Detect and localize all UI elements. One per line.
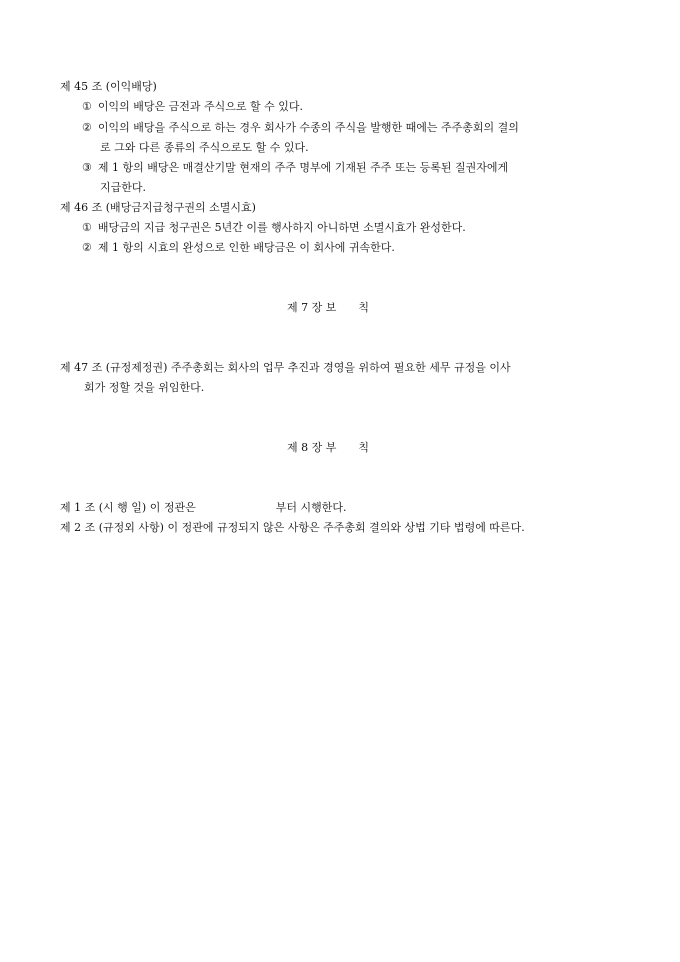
chapter-7-heading: 제 7 장 보 칙	[287, 301, 369, 314]
article-45-paragraph-2	[82, 121, 519, 135]
article-46-paragraph-2	[82, 241, 395, 255]
article-47-continuation: 회가 정할 것을 위임한다.	[84, 381, 205, 394]
article-45-paragraph-3	[82, 161, 508, 175]
circled-number-2: ②	[82, 241, 92, 254]
supplementary-article-2: 제 2 조 (규정외 사항) 이 정관에 규정되지 않은 사항은 주주총회 결의와 상법 기타 법령에 따른다.	[60, 521, 525, 534]
paragraph-text: 제 1 항의 배당은 매결산기말 현재의 주주 명부에 기재된 주주 또는 등록된 질권자에게	[97, 161, 509, 174]
circled-number-1: ①	[82, 221, 92, 234]
article-45-paragraph-1	[82, 100, 303, 114]
paragraph-text: 이익의 배당은 금전과 주식으로 할 수 있다.	[97, 100, 303, 113]
circled-number-1: ①	[82, 100, 92, 113]
article-46-title: 제 46 조 (배당금지급청구권의 소멸시효)	[60, 201, 256, 214]
circled-number-2: ②	[82, 121, 92, 134]
article-47-text: 제 47 조 (규정제정권) 주주총회는 회사의 업무 추진과 경영을 위하여 필요한 세무 규정을 이사	[60, 361, 511, 374]
article-45-title: 제 45 조 (이익배당)	[60, 80, 157, 93]
circled-number-3: ③	[82, 161, 92, 174]
paragraph-text: 배당금의 지급 청구권은 5년간 이를 행사하지 아니하면 소멸시효가 완성한다.	[97, 221, 466, 234]
chapter-8-heading: 제 8 장 부 칙	[287, 441, 369, 454]
paragraph-text: 제 1 항의 시효의 완성으로 인한 배당금은 이 회사에 귀속한다.	[97, 241, 395, 254]
article-text: 제 1 조 (시 행 일) 이 정관은	[60, 501, 196, 514]
article-text-after: 부터 시행한다.	[275, 501, 347, 514]
article-46-paragraph-1	[82, 221, 466, 235]
article-45-paragraph-2-continuation: 로 그와 다른 종류의 주식으로도 할 수 있다.	[100, 141, 309, 154]
supplementary-article-1	[60, 501, 346, 515]
article-45-paragraph-3-continuation: 지급한다.	[100, 181, 147, 194]
paragraph-text: 이익의 배당을 주식으로 하는 경우 회사가 수종의 주식을 발행한 때에는 주주총회의 결의	[97, 121, 519, 134]
